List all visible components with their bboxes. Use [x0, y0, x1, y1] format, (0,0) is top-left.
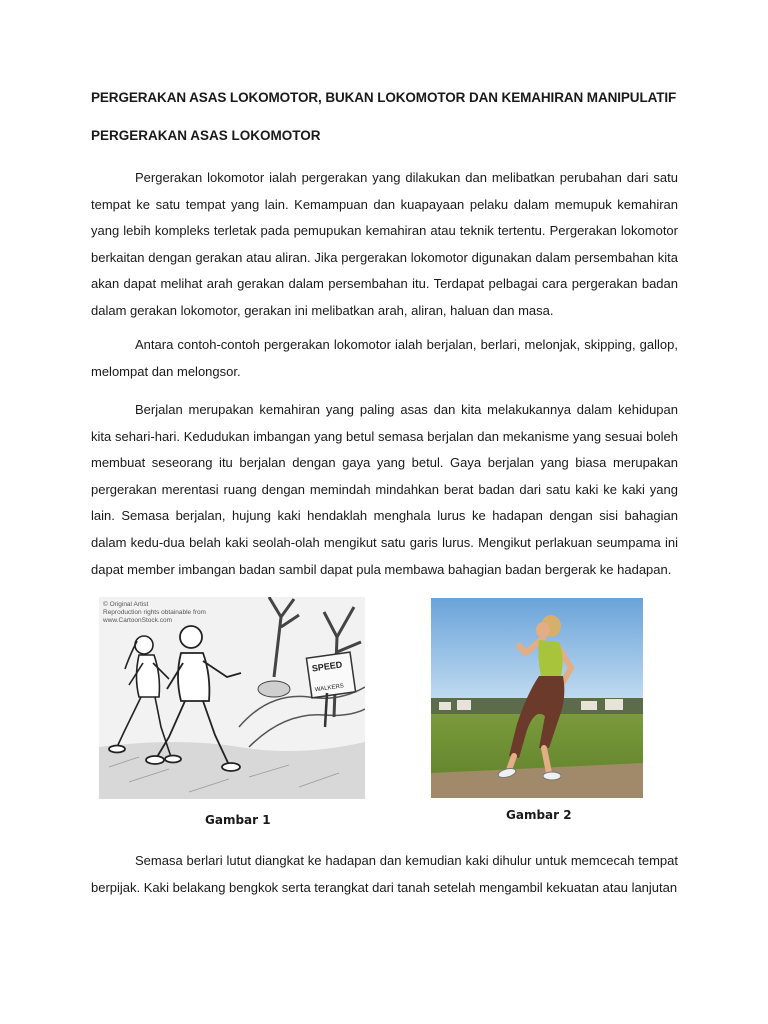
- figure-1-caption: Gambar 1: [205, 813, 271, 827]
- watermark-line-1: © Original Artist: [103, 601, 149, 608]
- sign-text-1: SPEED: [311, 659, 343, 674]
- paragraph-1: Pergerakan lokomotor ialah pergerakan yang dilakukan dan melibatkan perubahan dari satu tempat ke satu tempat yang lain. Kemampuan dan kuapayaan pelaku dalam memupuk kemahiran yang lebih kompleks terletak pada pemupukan kemahiran atau teknik tertentu. Pergerakan lokomotor berkaitan dengan gerakan atau aliran. Jika pergerakan lokomotor digunakan dalam persembahan kita akan dapat melihat arah gerakan dalam persembahan itu. Terdapat pelbagai cara pergerakan badan dalam gerakan lokomotor, gerakan ini melibatkan arah, aliran, haluan dan masa.: [91, 170, 678, 318]
- watermark-line-3: www.CartoonStock.com: [103, 617, 172, 624]
- sign-text-2: WALKERS: [314, 683, 345, 694]
- section-heading: PERGERAKAN ASAS LOKOMOTOR: [91, 128, 321, 143]
- paragraph-2: Antara contoh-contoh pergerakan lokomotor ialah berjalan, berlari, melonjak, skipping, gallop, melompat dan melongsor.: [91, 337, 678, 379]
- figure-2-caption: Gambar 2: [506, 808, 572, 822]
- document-title: PERGERAKAN ASAS LOKOMOTOR, BUKAN LOKOMOTOR DAN KEMAHIRAN MANIPULATIF: [91, 90, 677, 105]
- figure-1-cartoon: [99, 597, 365, 799]
- paragraph-3: Berjalan merupakan kemahiran yang paling asas dan kita melakukannya dalam kehidupan kita sehari-hari. Kedudukan imbangan yang betul semasa berjalan dan mekanisme yang sesuai boleh membuat seseorang itu berjalan dengan gaya yang betul. Gaya berjalan yang biasa merupakan pergerakan merentasi ruang dengan memindah mindahkan berat badan dari satu kaki ke kaki yang lain. Semasa berjalan, hujung kaki hendaklah menghala lurus ke hadapan dengan sisi bahagian dalam kedu-dua belah kaki seolah-olah mengikut satu garis lurus. Mengikut perlakuan seumpama ini dapat member imbangan badan sambil dapat pula membawa bahagian badan bergerak ke hadapan.: [91, 402, 678, 577]
- paragraph-4: Semasa berlari lutut diangkat ke hadapan dan kemudian kaki dihulur untuk memcecah tempat berpijak. Kaki belakang bengkok serta terangkat dari tanah setelah mengambil kekuatan atau lanjutan: [91, 853, 678, 895]
- watermark-line-2: Reproduction rights obtainable from: [103, 609, 206, 616]
- figure-2-photo: [431, 598, 643, 798]
